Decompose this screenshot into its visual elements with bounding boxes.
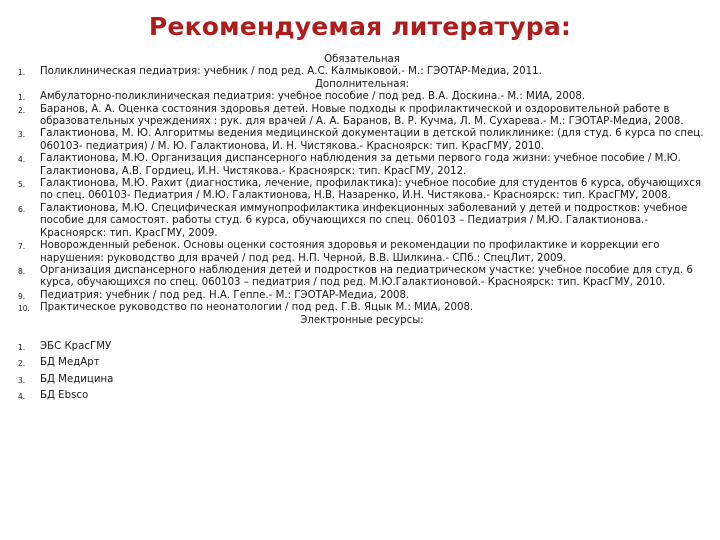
item-text: Галактионова, М.Ю. Организация диспансерного наблюдения за детьми первого года жизни: учебное пособие / М.Ю. Галактионова, А.В. Гордиец, И.Н. Чистякова.- Красноярск: тип. КрасГМУ, 2012. bbox=[40, 153, 681, 177]
item-text: Галактионова, М.Ю. Специфическая иммунопрофилактика инфекционных заболеваний у детей и подростков: учебное пособие для самостоят. работы студ. 6 курса, обучающихся по спец. 060103 – Педиатрия / М.Ю. Галактионова.- Красноярск: тип. КрасГМУ, 2009. bbox=[40, 202, 688, 239]
item-number: 8. bbox=[18, 266, 26, 276]
item-text: Поликлиническая педиатрия: учебник / под ред. А.С. Калмыковой.- М.: ГЭОТАР-Медиа, 2011. bbox=[40, 66, 542, 78]
item-text: Практическое руководство по неонатологии / под ред. Г.В. Яцык М.: МИА, 2008. bbox=[40, 302, 474, 314]
item-number: 1. bbox=[18, 68, 26, 78]
list-item bbox=[18, 302, 706, 314]
list-item bbox=[18, 341, 706, 353]
item-number: 2. bbox=[18, 359, 26, 369]
item-number: 6. bbox=[18, 204, 26, 214]
literature-list bbox=[18, 54, 706, 407]
list-item bbox=[18, 153, 706, 178]
list-item bbox=[18, 66, 706, 78]
item-text: БД Ebsco bbox=[40, 390, 89, 402]
list-item bbox=[18, 374, 706, 386]
list-item bbox=[18, 240, 706, 265]
item-number: 2. bbox=[18, 105, 26, 115]
list-item bbox=[18, 290, 706, 302]
electronic-list bbox=[18, 341, 706, 403]
list-item bbox=[18, 390, 706, 402]
page-title: Рекомендуемая литература: bbox=[148, 12, 572, 41]
item-number: 4. bbox=[18, 392, 26, 402]
item-text: Галактионова, М. Ю. Алгоритмы ведения медицинской документации в детской поликлинике: (для студ. 6 курса по спец. 060103- педиатрия) / М. Ю. Галактионова, И. Н. Чистякова.- Красноярск: тип. КрасГМУ, 2010. bbox=[40, 128, 704, 152]
list-item bbox=[18, 91, 706, 103]
item-text: БД МедАрт bbox=[40, 357, 100, 369]
item-text: Организация диспансерного наблюдения детей и подростков на педиатрическом участке: учебное пособие для студ. 6 курса, обучающихся по спец. 060103 – педиатрия / под ред. М.Ю.Галактионовой.- Красноярск: тип. КрасГМУ, 2010. bbox=[40, 264, 693, 289]
item-number: 1. bbox=[18, 93, 26, 103]
section-heading-additional: Дополнительная: bbox=[314, 78, 410, 90]
item-number: 9. bbox=[18, 291, 26, 301]
list-item bbox=[18, 357, 706, 369]
section-heading-electronic: Электронные ресурсы: bbox=[300, 314, 424, 326]
item-text: Новорожденный ребенок. Основы оценки состояния здоровья и рекомендации по профилактике и коррекции его нарушения: руководство для врачей / под ред. Н.П. Черной, В.В. Шилкина.- СПб.: СпецЛит, 2009. bbox=[40, 240, 660, 264]
item-text: БД Медицина bbox=[40, 373, 114, 385]
item-text: Педиатрия: учебник / под ред. Н.А. Геппе.- М.: ГЭОТАР-Медиа, 2008. bbox=[40, 289, 410, 301]
item-number: 10. bbox=[18, 304, 30, 314]
item-text: Амбулаторно-поликлиническая педиатрия: учебное пособие / под ред. В.А. Доскина.- М.: МИА, 2008. bbox=[40, 91, 586, 103]
item-number: 5. bbox=[18, 180, 26, 190]
item-text: Баранов, А. А. Оценка состояния здоровья детей. Новые подходы к профилактической и оздоровительной работе в образовательных учреждениях : рук. для врачей / А. А. Баранов, В. Р. Кучма, Л. М. Сухарева.- М.: ГЭОТАР-Медиа, 2008. bbox=[40, 103, 684, 128]
additional-list bbox=[18, 91, 706, 314]
item-number: 7. bbox=[18, 242, 26, 252]
item-number: 3. bbox=[18, 130, 26, 140]
item-number: 1. bbox=[18, 342, 26, 352]
list-item bbox=[18, 203, 706, 240]
item-text: Галактионова, М.Ю. Рахит (диагностика, лечение, профилактика): учебное пособие для студентов 6 курса, обучающихся по спец. 060103- Педиатрия / М.Ю. Галактионова, Н.В. Назаренко, И.Н. Чистякова.- Красноярск: тип. КрасГМУ, 2008. bbox=[40, 178, 701, 202]
item-number: 3. bbox=[18, 375, 26, 385]
item-text: ЭБС КрасГМУ bbox=[40, 340, 112, 352]
list-item bbox=[18, 128, 706, 153]
section-heading-required: Обязательная bbox=[324, 54, 400, 65]
list-item bbox=[18, 265, 706, 290]
item-number: 4. bbox=[18, 155, 26, 165]
list-item bbox=[18, 104, 706, 129]
list-item bbox=[18, 178, 706, 203]
required-list bbox=[18, 66, 706, 78]
